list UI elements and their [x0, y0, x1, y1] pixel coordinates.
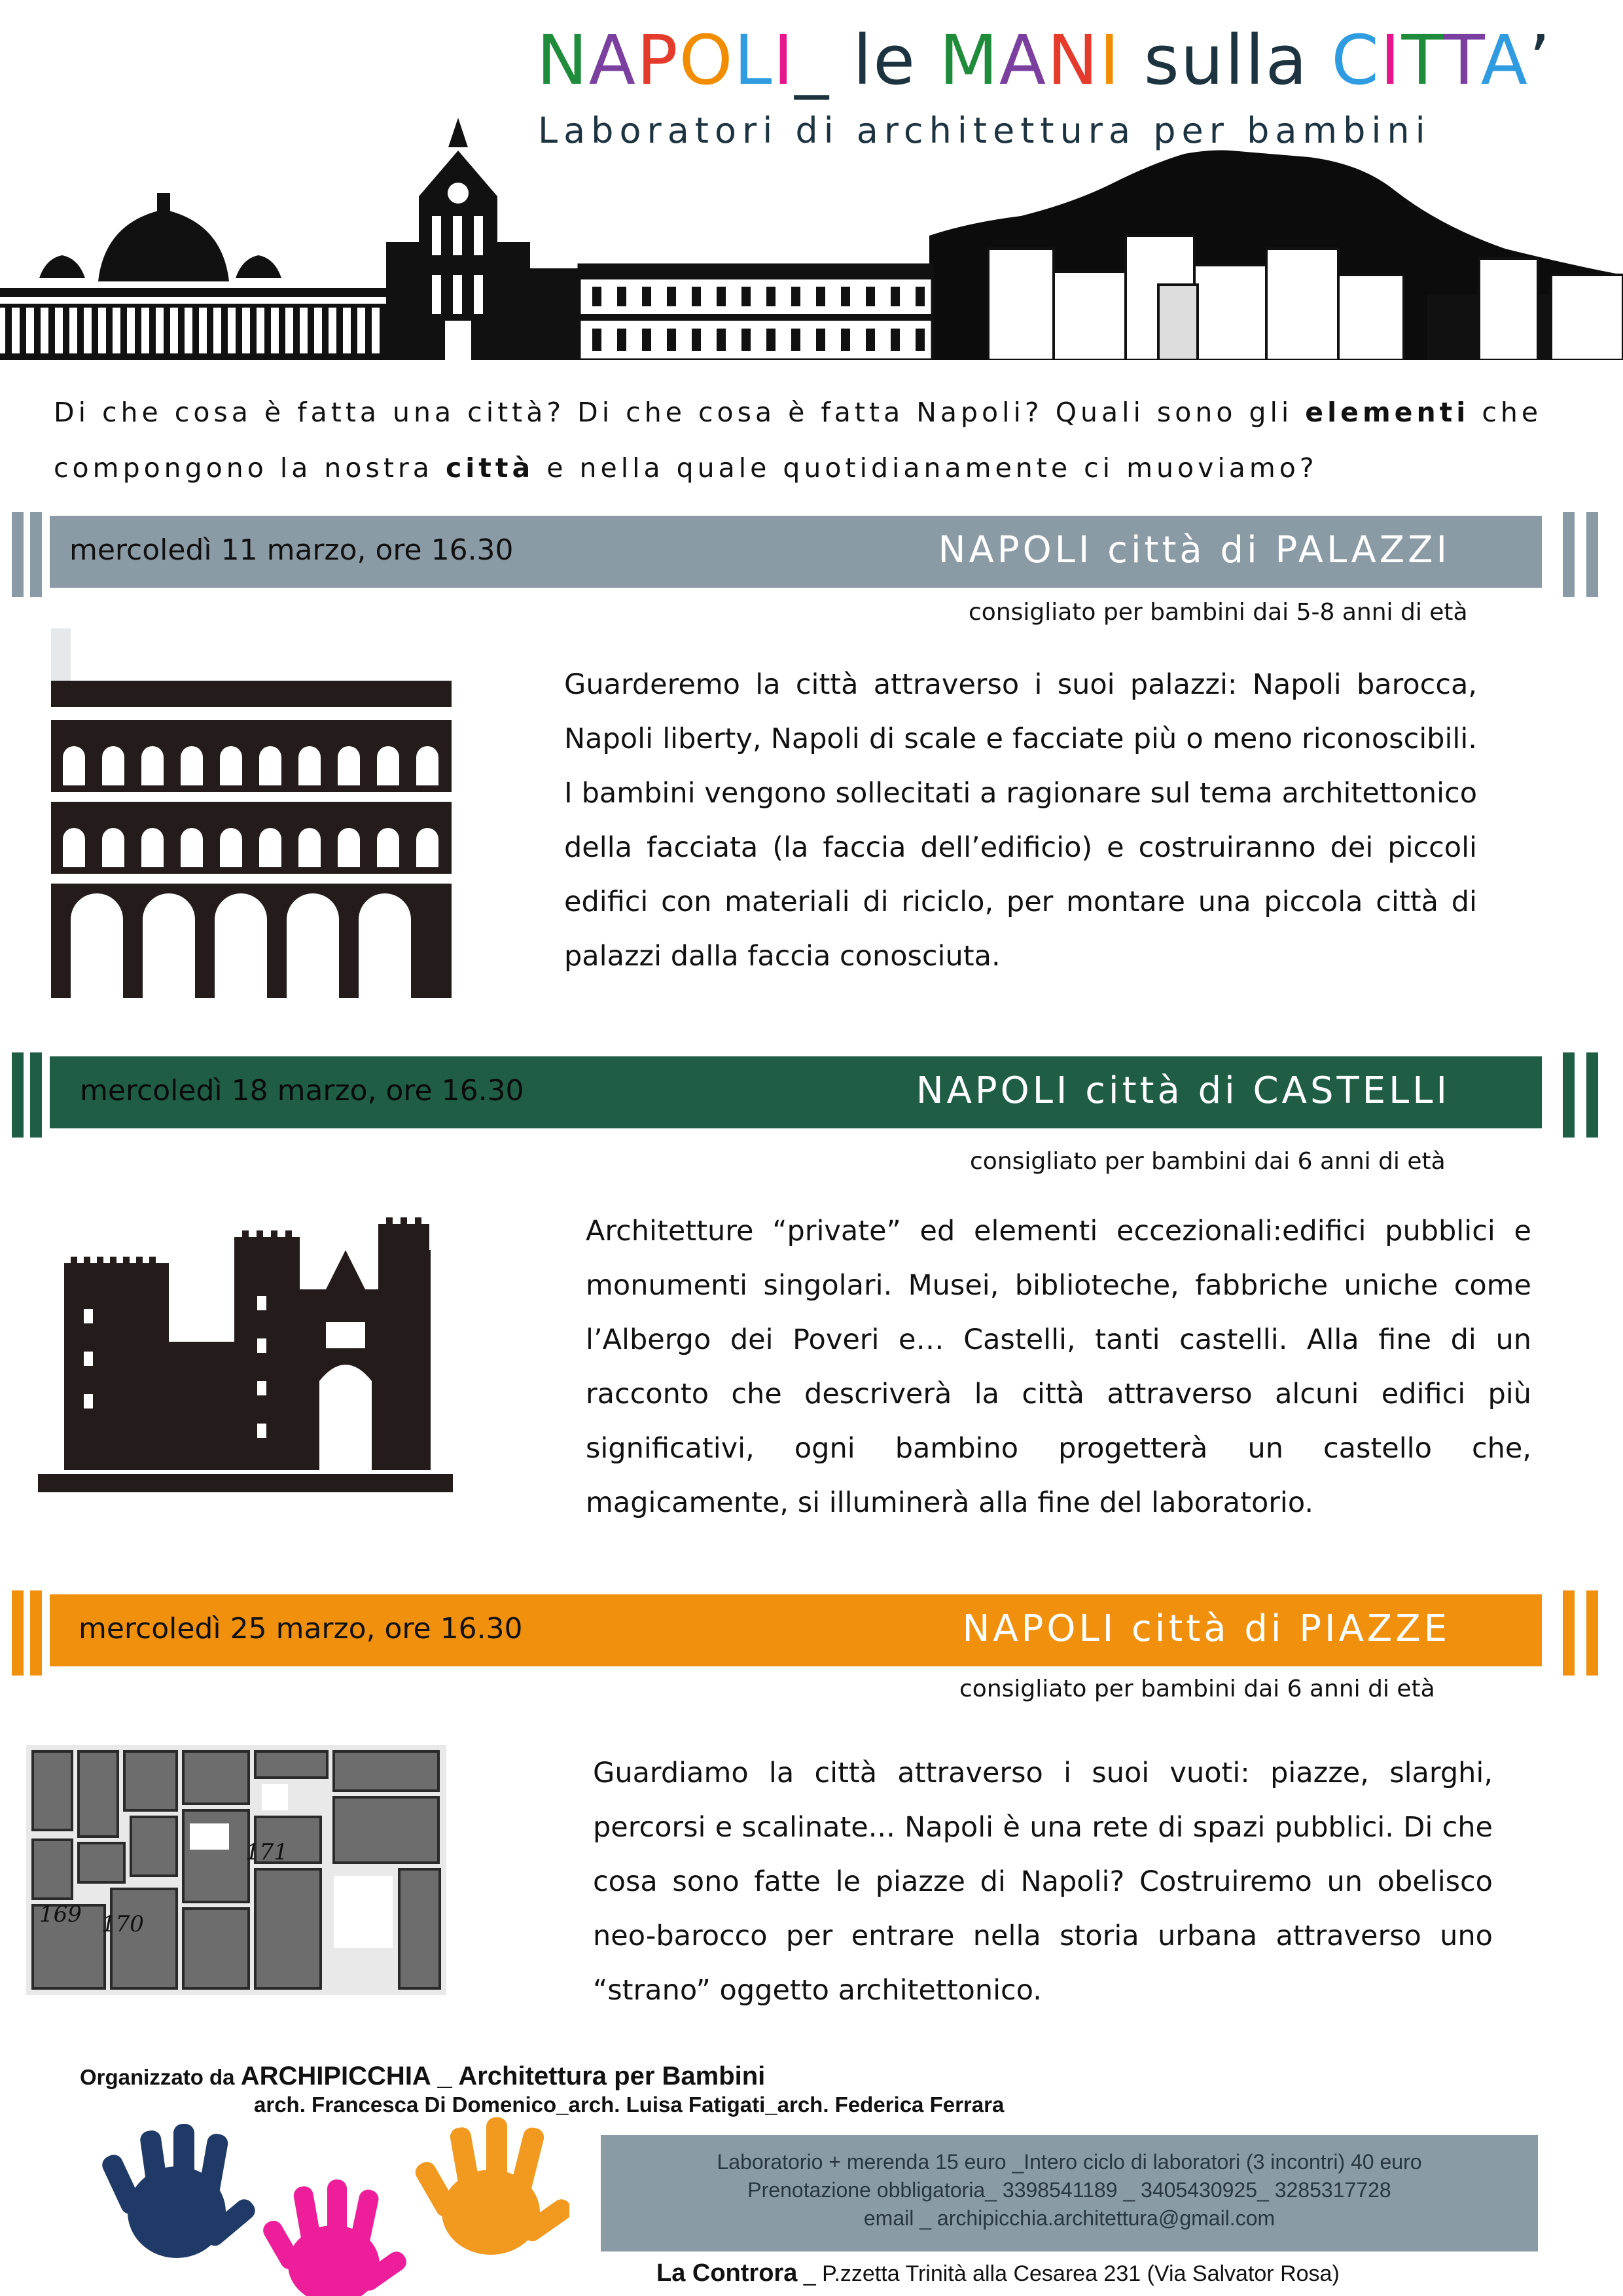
- pricing-info-box: [601, 2135, 1538, 2251]
- session-3-right-bar: [1586, 1590, 1598, 1676]
- session-age: consigliato per bambini dai 6 anni di età: [959, 1676, 1435, 1702]
- session-3-right-bar: [1563, 1590, 1575, 1676]
- session-2-banner: [50, 1056, 1542, 1128]
- title-segment: _ le: [794, 20, 940, 100]
- title-segment: I: [773, 20, 795, 100]
- palazzo-facade-illustration: [51, 628, 452, 998]
- session-2-right-bar: [1586, 1052, 1598, 1138]
- title-segment: T: [1401, 20, 1444, 100]
- title-segment: M: [939, 20, 999, 100]
- palazzo-reale-drawing: [579, 265, 933, 360]
- blue-handprint: [99, 2124, 259, 2258]
- title-segment: N: [1047, 20, 1099, 100]
- session-title: NAPOLI città di PIAZZE: [962, 1607, 1450, 1650]
- session-1-left-bar: [30, 512, 42, 597]
- intro-text: Di che cosa è fatta una città? Di che cosa è fatta Napoli? Quali sono gli elementi che compongono la nostra città e nella quale quotidianamente ci muoviamo?: [54, 397, 1543, 484]
- naples-skyline-illustration: [0, 118, 1623, 360]
- organizer-name: ARCHIPICCHIA _ Architettura per Bambini: [240, 2062, 766, 2090]
- map-label: 169: [39, 1901, 82, 1928]
- hand-prints-illustration: [98, 2114, 569, 2296]
- title-segment: C: [1331, 20, 1380, 100]
- session-1-description: Guarderemo la città attraverso i suoi palazzi: Napoli barocca, Napoli liberty, Napoli di scale e facciate più o meno riconoscibili. I bambini vengono sollecitati a ragionare sul tema architettonico della facciata (la faccia dell’edificio) e costruiranno dei piccoli edifici con materiali di riciclo, per montare una piccola città di palazzi dalla faccia conosciuta.: [564, 668, 1477, 973]
- session-3-left-bar: [30, 1590, 42, 1676]
- title-segment: L: [734, 20, 774, 100]
- pink-handprint: [260, 2179, 410, 2296]
- session-date: mercoledì 11 marzo, ore 16.30: [69, 533, 514, 567]
- map-label: 170: [101, 1911, 144, 1937]
- email-line: email _ archipicchia.architettura@gmail.com: [863, 2206, 1275, 2230]
- poster-subtitle: Laboratori di architettura per bambini: [538, 110, 1431, 151]
- session-2-left-bar: [12, 1052, 24, 1138]
- title-segment: A: [588, 20, 637, 100]
- session-age: consigliato per bambini dai 6 anni di età: [970, 1148, 1446, 1175]
- venue-line: [656, 2259, 1340, 2287]
- title-segment: ’: [1528, 20, 1552, 100]
- san-francesco-dome-drawing: [0, 193, 386, 360]
- poster-title: [537, 20, 1552, 100]
- title-segment: A: [1480, 20, 1529, 100]
- title-segment: P: [636, 20, 679, 100]
- orange-handprint: [412, 2117, 569, 2255]
- organizer-prefix: Organizzato da: [80, 2065, 241, 2089]
- session-2-description: Architetture “private” ed elementi eccezionali:edifici pubblici e monumenti singolari. Musei, biblioteche, fabbriche uniche come l’Albergo dei Poveri e… Castelli, tanti castelli. Alla fine di un racconto che descriverà la città attraverso alcuni edifici più significativi, ogni bambino progetterà un castello che, magicamente, si illuminerà alla fine del laboratorio.: [586, 1215, 1531, 1519]
- session-title: NAPOLI città di PALAZZI: [938, 529, 1450, 571]
- map-label: 171: [245, 1839, 288, 1865]
- organizer-block: [80, 2062, 1004, 2117]
- session-1-right-bar: [1563, 512, 1575, 597]
- session-1-left-bar: [12, 512, 24, 597]
- title-segment: T: [1443, 20, 1481, 100]
- session-age: consigliato per bambini dai 5-8 anni di età: [969, 599, 1468, 626]
- duomo-drawing: [386, 118, 579, 360]
- castle-illustration: [38, 1211, 453, 1492]
- organizer-architects: arch. Francesca Di Domenico_arch. Luisa Fatigati_arch. Federica Ferrara: [254, 2092, 1005, 2117]
- session-3-left-bar: [12, 1590, 24, 1676]
- pricing-line: Laboratorio + merenda 15 euro _Intero ciclo di laboratori (3 incontri) 40 euro: [717, 2150, 1422, 2174]
- city-map-illustration: [26, 1745, 446, 1995]
- title-segment: I: [1380, 20, 1402, 100]
- session-date: mercoledì 25 marzo, ore 16.30: [79, 1612, 523, 1645]
- title-segment: I: [1099, 20, 1121, 100]
- session-3-banner: [50, 1594, 1542, 1666]
- session-1-banner: [50, 516, 1542, 588]
- session-title: NAPOLI città di CASTELLI: [916, 1069, 1450, 1112]
- title-segment: N: [537, 20, 589, 100]
- session-2-left-bar: [30, 1052, 42, 1138]
- title-segment: sulla: [1120, 20, 1332, 100]
- session-1-right-bar: [1586, 512, 1598, 597]
- venue-address: _ P.zzetta Trinità alla Cesarea 231 (Via Salvator Rosa): [797, 2261, 1340, 2286]
- session-2-right-bar: [1563, 1052, 1575, 1138]
- booking-line: Prenotazione obbligatoria_ 3398541189 _ 3405430925_ 3285317728: [747, 2178, 1391, 2202]
- session-date: mercoledì 18 marzo, ore 16.30: [80, 1074, 524, 1107]
- venue-name: La Controra: [656, 2259, 798, 2287]
- session-3-description: Guardiamo la città attraverso i suoi vuoti: piazze, slarghi, percorsi e scalinate... Napoli è una rete di spazi pubblici. Di che cosa sono fatte le piazze di Napoli? Costruiremo un obelisco neo-barocco per entrare nella storia urbana attraverso uno “strano” oggetto architettonico.: [593, 1757, 1493, 2007]
- title-segment: O: [679, 20, 734, 100]
- title-segment: A: [999, 20, 1048, 100]
